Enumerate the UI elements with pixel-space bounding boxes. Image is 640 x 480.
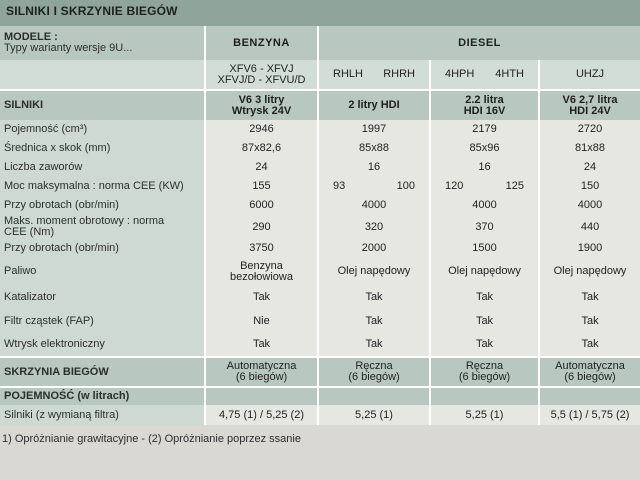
table-row: Pojemność (cm³) 2946 1997 2179 2720 [0,120,640,139]
table-row: Maks. moment obrotowy : norma CEE (Nm) 290 320 370 440 [0,215,640,239]
table-row: Moc maksymalna : norma CEE (KW) 155 93 100 120 125 150 [0,177,640,196]
diesel-header: DIESEL [318,26,640,60]
engines-label: SILNIKI [0,90,205,120]
models-row [0,26,640,60]
gearbox-label: SKRZYNIA BIEGÓW [0,357,205,387]
code-22l: 4HPH 4HTH [430,60,539,90]
engine-c1: V6 3 litry Wtrysk 24V [205,90,318,120]
models-label: MODELE : Typy warianty wersje 9U... [0,26,205,60]
code-2l: RHLH RHRH [318,60,430,90]
table-row: Średnica x skok (mm) 87x82,6 85x88 85x96 81x88 [0,139,640,158]
gearbox-row: SKRZYNIA BIEGÓW Automatyczna (6 biegów) Ręczna (6 biegów) Ręczna (6 biegów) Automatyczna (6 biegów) [0,357,640,387]
engine-c3: 2.2 litra HDI 16V [430,90,539,120]
benzyna-header: BENZYNA [205,26,318,60]
table-row: Katalizator Tak Tak Tak Tak [0,285,640,309]
table-row: Przy obrotach (obr/min) 3750 2000 1500 1900 [0,239,640,258]
spec-table [0,26,640,425]
codes-row [0,60,640,90]
table-row: Przy obrotach (obr/min) 6000 4000 4000 4000 [0,196,640,215]
table-row: Liczba zaworów 24 16 16 24 [0,158,640,177]
table-row: Wtrysk elektroniczny Tak Tak Tak Tak [0,333,640,357]
section-title: SILNIKI I SKRZYNIE BIEGÓW [6,4,178,18]
engine-c4: V6 2,7 litra HDI 24V [539,90,640,120]
engine-c2: 2 litry HDI [318,90,430,120]
capacity-label: POJEMNOŚĆ (w litrach) [0,387,205,405]
table-row: Filtr cząstek (FAP) Nie Tak Tak Tak [0,309,640,333]
header-band [0,0,640,26]
capacity-row: Silniki (z wymianą filtra) 4,75 (1) / 5,25 (2) 5,25 (1) 5,25 (1) 5,5 (1) / 5,75 (2) [0,405,640,425]
code-v6hdi: UHZJ [539,60,640,90]
table-row: Paliwo Benzyna bezołowiowa Olej napędowy Olej napędowy Olej napędowy [0,258,640,285]
capacity-head-row [0,387,640,405]
engines-row [0,90,640,120]
code-benzyna: XFV6 - XFVJ XFVJ/D - XFVU/D [205,60,318,90]
footnote: 1) Opróżnianie grawitacyjne - (2) Opróżnianie poprzez ssanie [2,433,301,445]
